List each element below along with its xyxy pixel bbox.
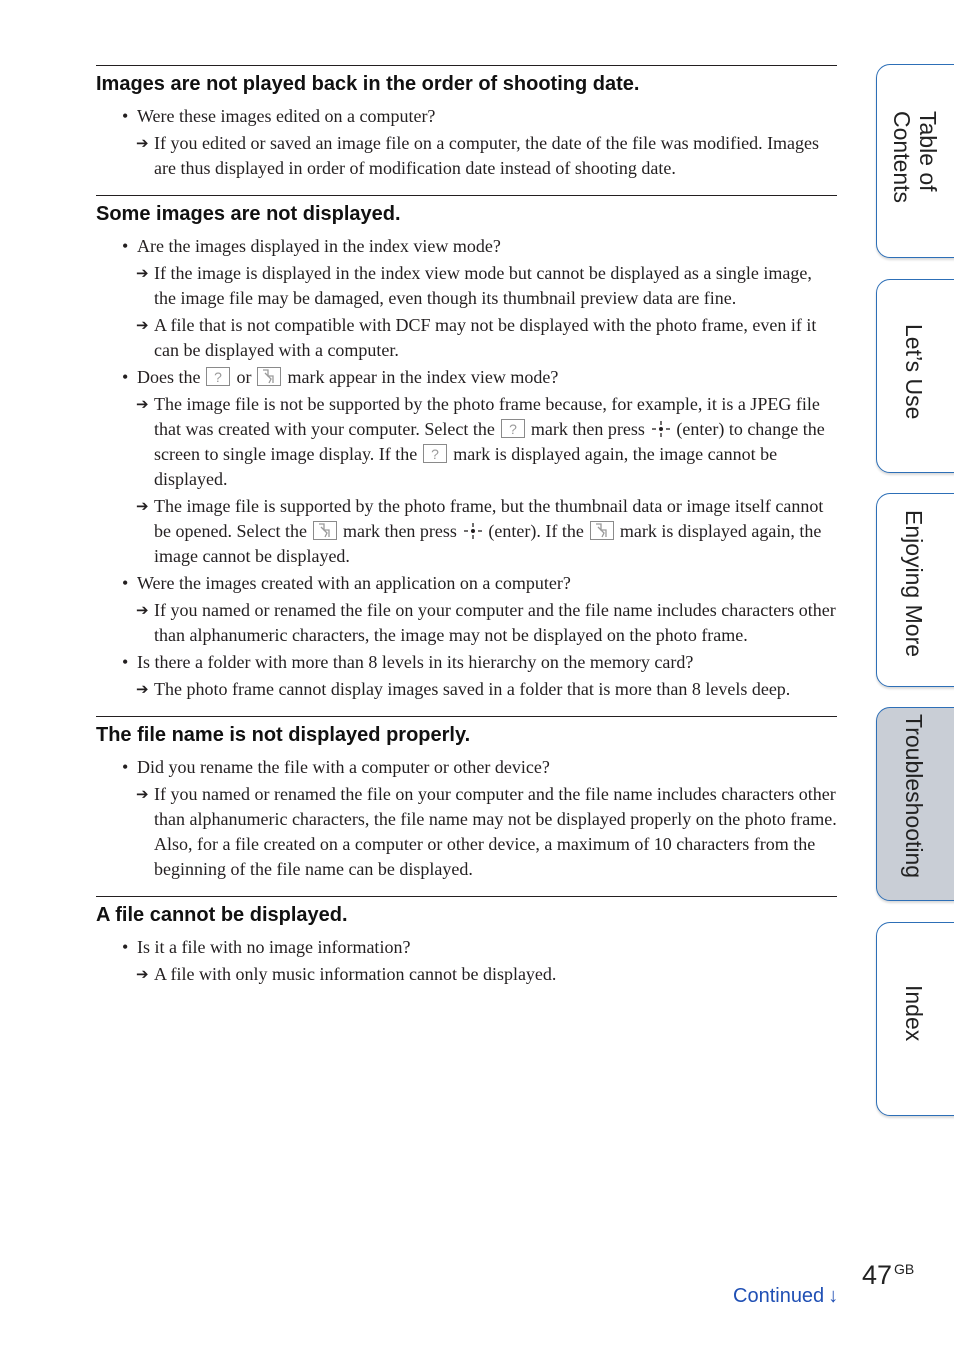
answer-item: ➔ The photo frame cannot display images saved in a folder that is more than 8 levels deep. [96,677,837,702]
section-title: Some images are not displayed. [96,203,401,225]
answer-item: ➔ If you named or renamed the file on your computer and the file name includes characters other than alphanumeric characters, the file name may not be displayed properly on the photo frame. Also, for a file created on a computer or other device, a maximum of 10 characters from the beginning of the file name can be displayed. [136,784,837,879]
question-item: • Is it a file with no image information? [122,937,411,957]
question-item: • Were these images edited on a computer? [122,106,436,126]
answer-item: ➔ If the image is displayed in the index view mode but cannot be displayed as a single image, the image file may be damaged, even though its thumbnail preview data are fine. [136,263,812,308]
section-file-name [96,716,837,896]
question-item: • Is there a folder with more than 8 levels in its hierarchy on the memory card? [122,652,694,672]
tab-label: Enjoying More [901,510,927,658]
question-mark-file-icon [423,444,447,463]
section-title: Images are not played back in the order of shooting date. [96,73,640,95]
section-file-cannot-display [96,896,837,1001]
section-title: The file name is not displayed properly. [96,724,471,746]
broken-image-file-icon [313,521,337,540]
arrow-icon: ➔ [136,965,149,983]
page-suffix: GB [894,1261,915,1277]
continued-link[interactable]: Continued ↓ [733,1285,839,1307]
question-item: • Did you rename the file with a computer or other device? [122,757,550,777]
arrow-icon: ➔ [136,785,149,803]
answer-item: ➔ The image file is not be supported by the photo frame because, for example, it is a JPEG file that was created with your computer. Select the ? mark then press (enter) to change the screen to single image display. If the ? mark is displayed again, the image cannot be displayed. [136,394,825,489]
arrow-icon: ➔ [136,497,149,515]
section-playback-order [96,65,837,195]
svg-text:?: ? [508,421,517,437]
section-title: A file cannot be displayed. [96,904,348,926]
question-item: • Are the images displayed in the index view mode? [122,236,501,256]
tab-table-of-contents[interactable] [876,64,954,258]
answer-item: ➔ A file with only music information cannot be displayed. [96,962,837,987]
arrow-icon: ➔ [136,134,149,152]
tab-label: Index [901,985,927,1042]
question-mark-file-icon [501,419,525,438]
broken-image-file-icon [590,521,614,540]
answer-item: ➔ If you named or renamed the file on your computer and the file name includes characters other than alphanumeric characters, the image may not be displayed on the photo frame. [136,600,836,645]
broken-image-file-icon [257,367,281,386]
enter-button-icon [463,522,483,540]
answer-item: ➔ If you edited or saved an image file on a computer, the date of the file was modified. Images are thus displayed in order of modification date instead of shooting date. [136,133,820,178]
tab-label: Let’s Use [901,324,927,420]
svg-text:?: ? [431,446,440,462]
answer-item: ➔ A file that is not compatible with DCF may not be displayed with the photo frame, even if it can be displayed with a computer. [136,315,817,360]
tab-index[interactable] [876,922,954,1116]
svg-text:?: ? [214,369,223,385]
section-not-displayed [96,195,837,716]
arrow-icon: ➔ [136,264,149,282]
tab-enjoying-more[interactable] [876,493,954,687]
question-mark-file-icon [206,367,230,386]
down-arrow-icon: ↓ [828,1285,839,1307]
tab-troubleshooting[interactable] [876,707,954,901]
tab-label: Table of Contents [889,111,941,204]
main-content [96,65,837,1001]
question-item: • Were the images created with an application on a computer? [122,573,571,593]
arrow-icon: ➔ [136,316,149,334]
tab-lets-use[interactable] [876,279,954,473]
tab-label: Troubleshooting [901,714,927,879]
enter-button-icon [651,420,671,438]
arrow-icon: ➔ [136,680,149,698]
answer-item: ➔ The image file is supported by the photo frame, but the thumbnail data or image itself cannot be opened. Select the mark then press (enter). If the mark is displayed again, the image cannot be displayed. [136,496,824,566]
question-item: • Does the ? or mark appear in the index view mode? [122,367,559,387]
arrow-icon: ➔ [136,601,149,619]
arrow-icon: ➔ [136,395,149,413]
page-number: 47 $^{GB}$ [862,1260,915,1290]
